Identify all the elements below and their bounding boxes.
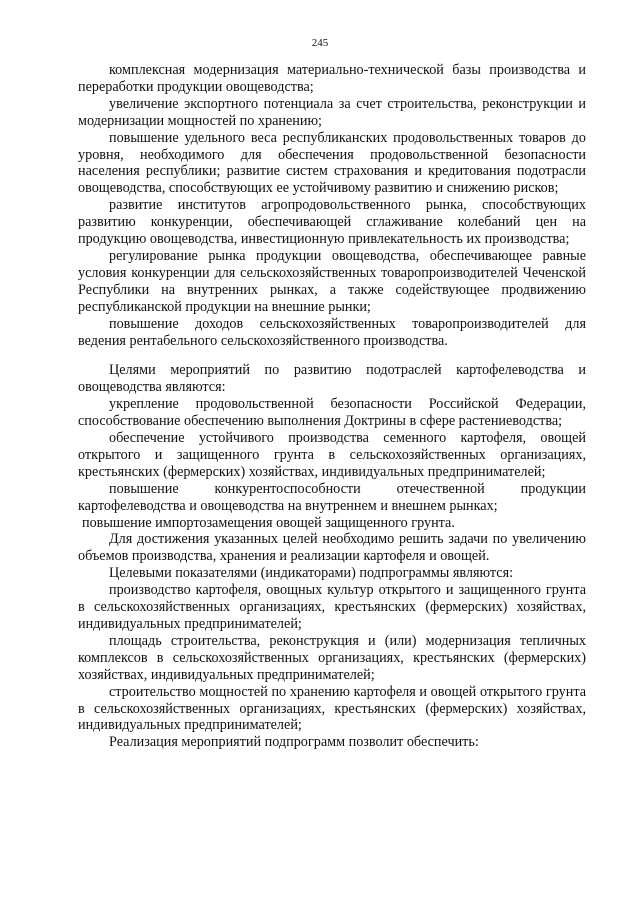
paragraph: строительство мощностей по хранению картофеля и овощей открытого грунта в сельскохозяйственных организациях, крестьянских (фермерских) хозяйствах, индивидуальных предпринимателей; — [78, 683, 586, 734]
paragraph: повышение доходов сельскохозяйственных товаропроизводителей для ведения рентабельного сельскохозяйственного производства. — [78, 315, 586, 349]
page-number: 245 — [311, 37, 329, 49]
section-gap — [78, 349, 586, 362]
paragraph: комплексная модернизация материально-технической базы производства и переработки продукции овощеводства; — [78, 62, 586, 95]
paragraph: повышение удельного веса республиканских продовольственных товаров до уровня, необходимого для обеспечения продовольственной безопасности населения республики; развитие систем страхования и кредитования подотрасли овощеводства, способствующих ее устойчивому развитию и снижению рисков; — [78, 129, 586, 197]
paragraph: обеспечение устойчивого производства семенного картофеля, овощей открытого и защищенного грунта в сельскохозяйственных организациях, крестьянских (фермерских) хозяйствах, индивидуальных предпринимателей; — [78, 430, 586, 480]
paragraph: Для достижения указанных целей необходимо решить задачи по увеличению объемов производства, хранения и реализации картофеля и овощей. — [78, 531, 586, 565]
paragraph: регулирование рынка продукции овощеводства, обеспечивающее равные условия конкуренции для сельскохозяйственных товаропроизводителей Чеченской Республики на внутренних рынках, а также содействующее продвижению республиканской продукции на внешние рынки; — [78, 247, 586, 315]
paragraph: Реализация мероприятий подпрограмм позволит обеспечить: — [109, 734, 479, 751]
paragraph: повышение импортозамещения овощей защищенного грунта. — [82, 514, 455, 531]
paragraph: площадь строительства, реконструкция и (или) модернизация тепличных комплексов в сельскохозяйственных организациях, крестьянских (фермерских) хозяйствах, индивидуальных предпринимателей; — [78, 632, 586, 683]
paragraph: Целями мероприятий по развитию подотраслей картофелеводства и овощеводства являются: — [78, 362, 586, 396]
paragraph: укрепление продовольственной безопасности Российской Федерации, способствование обеспечению выполнения Доктрины в сфере растениеводства; — [78, 396, 586, 430]
paragraph: Целевыми показателями (индикаторами) подпрограммы являются: — [109, 565, 514, 582]
paragraph: производство картофеля, овощных культур открытого и защищенного грунта в сельскохозяйственных организациях, крестьянских (фермерских) хозяйствах, индивидуальных предпринимателей; — [78, 582, 586, 632]
paragraph: повышение конкурентоспособности отечественной продукции картофелеводства и овощеводства на внутреннем и внешнем рынках; — [78, 480, 586, 514]
paragraph: развитие институтов агропродовольственного рынка, способствующих развитию конкуренции, обеспечивающей сглаживание колебаний цен на продукцию овощеводства, инвестиционную привлекательность их производства; — [78, 197, 586, 248]
paragraph: увеличение экспортного потенциала за счет строительства, реконструкции и модернизации мощностей по хранению; — [78, 95, 586, 129]
page-body — [78, 62, 586, 751]
